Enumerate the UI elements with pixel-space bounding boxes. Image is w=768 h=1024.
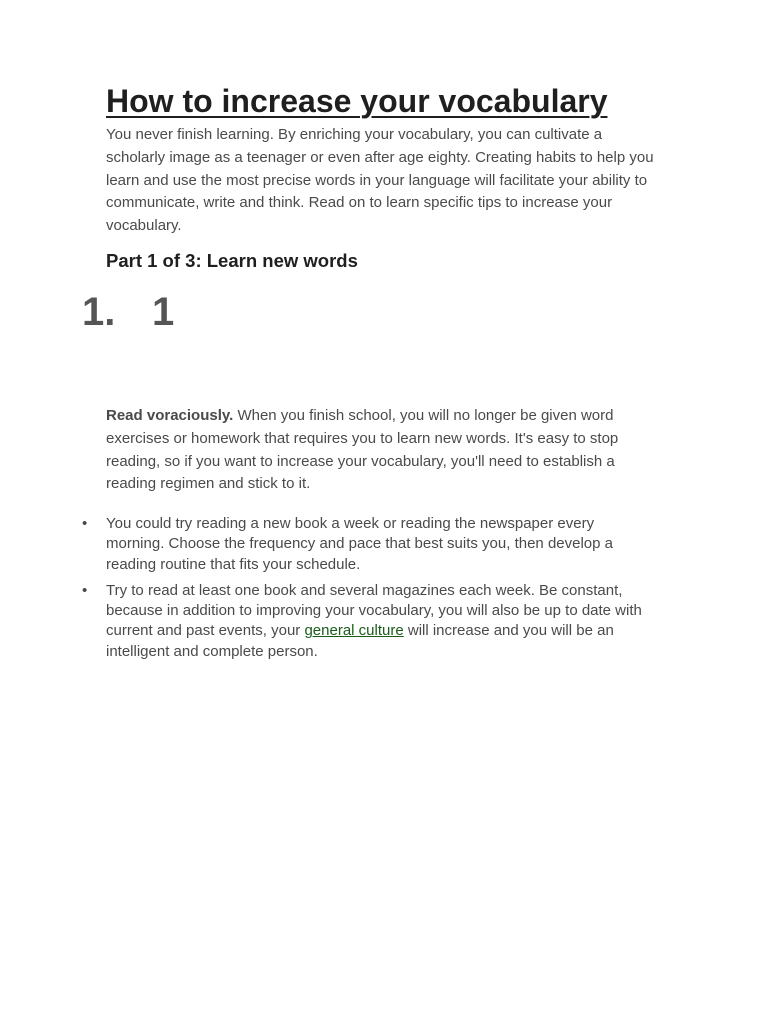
- bullet-icon: •: [82, 515, 88, 532]
- list-item: [82, 581, 654, 662]
- list-number: 1.: [82, 290, 116, 334]
- bullet-icon: •: [82, 581, 88, 599]
- step-marker: [82, 290, 174, 335]
- part-heading: Part 1 of 3: Learn new words: [106, 250, 358, 271]
- tips-list: [82, 514, 654, 668]
- tip-text-after: will increase and you will be an intelligent and complete person.: [106, 622, 614, 660]
- step-paragraph: [106, 405, 654, 496]
- intro-paragraph: You never finish learning. By enriching your vocabulary, you can cultivate a scholarly image as a teenager or even after age eighty. Creating habits to help you learn and use the most precise words in your language will facilitate your ability to communicate, write and think. Read on to learn specific tips to increase your vocabulary.: [106, 126, 654, 235]
- tip-text: You could try reading a new book a week or reading the newspaper every morning. Choose the frequency and pace that best suits you, then develop a reading routine that fits your schedule.: [106, 515, 613, 573]
- page-title: How to increase your vocabulary: [106, 83, 608, 119]
- general-culture-link[interactable]: general culture: [304, 622, 404, 640]
- step-body: When you finish school, you will no longer be given word exercises or homework that requires you to learn new words. It's easy to stop reading, so if you want to increase your vocabulary, you'll need to establish a reading regimen and stick to it.: [106, 407, 619, 493]
- list-item: [82, 514, 654, 575]
- step-number: 1: [152, 290, 175, 334]
- tip-text-before: Try to read at least one book and several magazines each week. Be constant, because in addition to improving your vocabulary, you will also be up to date with current and past events, your: [106, 581, 642, 640]
- step-lead: Read voraciously.: [106, 407, 234, 424]
